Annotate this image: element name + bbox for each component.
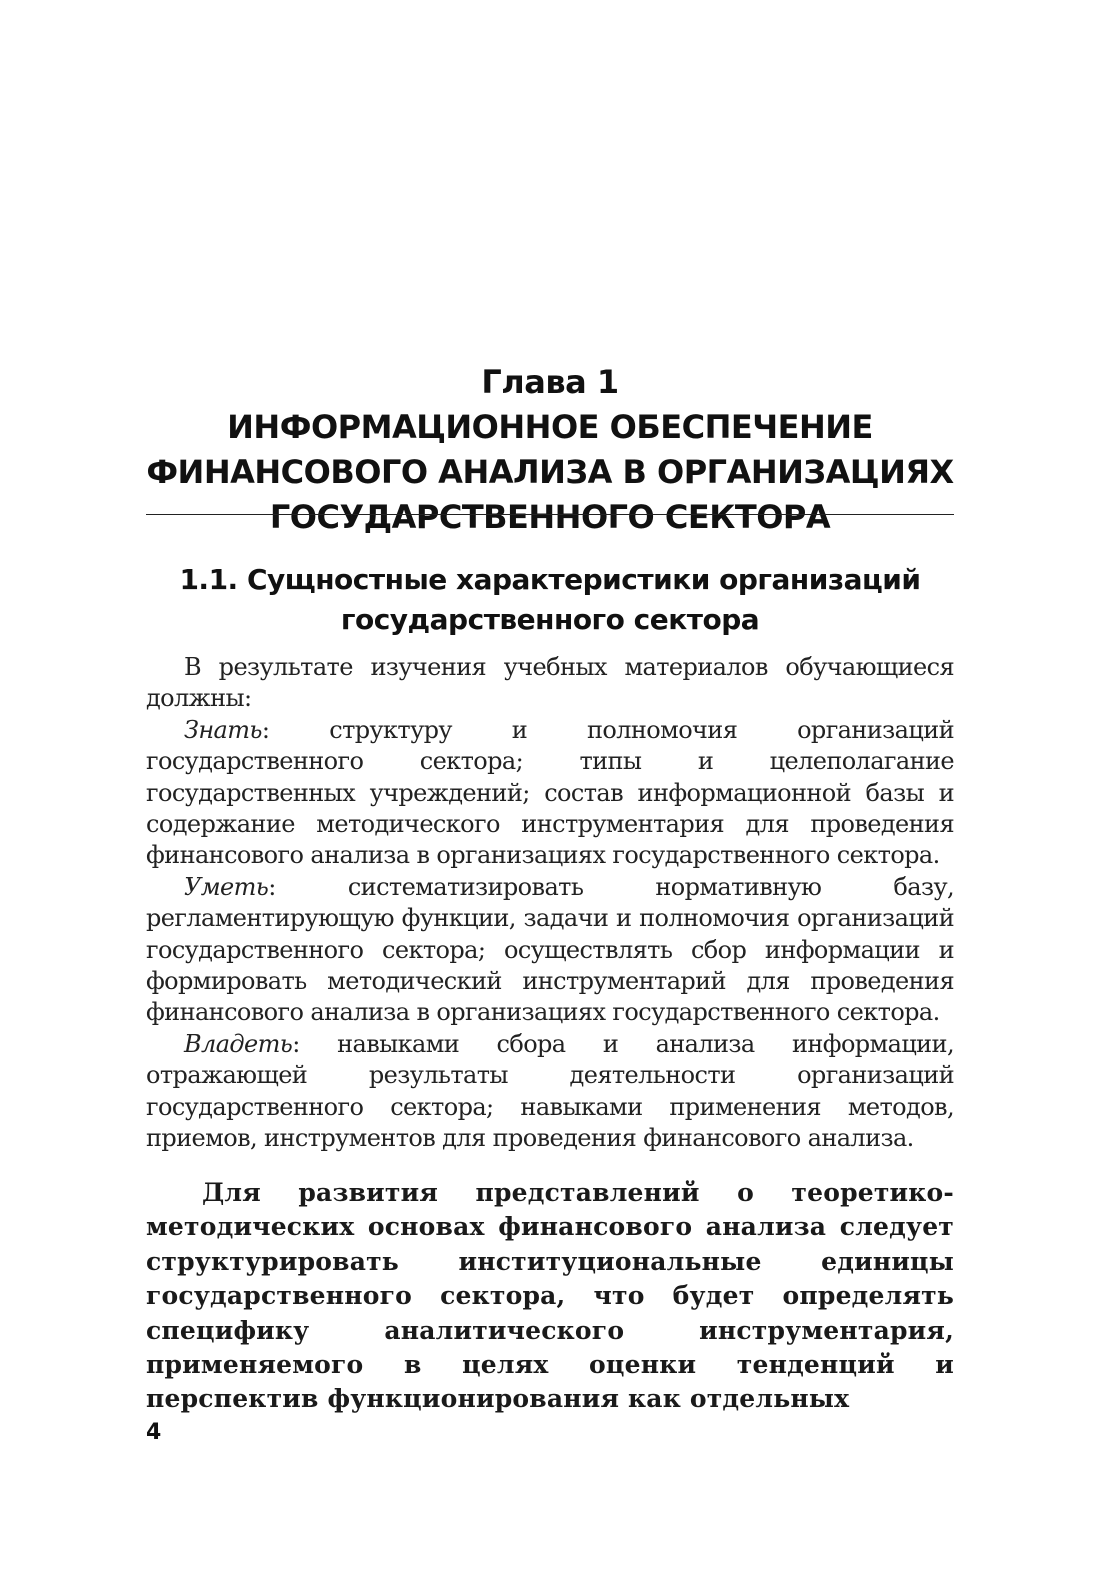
master-text: : навыками сбора и анализа информации, отражающей результаты деятельности организаций государственного сектора; навыками применения методов, приемов, инструментов для проведения финансового анализа. [146,1029,954,1153]
section-heading [146,560,954,640]
know-text: : структуру и полномочия организаций государственного сектора; типы и целеполагание государственных учреждений; состав информационной базы и содержание методического инструментария для проведения финансового анализа в организациях государственного сектора. [146,715,954,870]
body-paragraph: Для развития представлений о теоретико-методических основах финансового анализа следует структурировать институциональные единицы государственного сектора, что будет определять специфику аналитического инструментария, применяемого в целях оценки тенденций и перспектив функционирования как отдельных [146,1178,954,1414]
section-title-line-1: 1.1. Сущностные характеристики организаций [179,563,921,596]
learning-objectives [146,652,954,1155]
chapter-title-line-3: ГОСУДАРСТВЕННОГО СЕКТОРА [269,498,831,536]
objectives-intro: В результате изучения учебных материалов обучающиеся должны: [146,653,954,713]
master-label: Владеть [184,1029,293,1058]
horizontal-divider [146,514,954,515]
body-text [146,1176,954,1417]
chapter-label: Глава 1 [481,363,619,401]
chapter-title-line-1: ИНФОРМАЦИОННОЕ ОБЕСПЕЧЕНИЕ [227,408,873,446]
chapter-heading [146,360,954,540]
know-label: Знать [184,715,262,744]
able-text: : систематизировать нормативную базу, регламентирующую функции, задачи и полномочия организаций государственного сектора; осуществлять сбор информации и формировать методический инструментарий для проведения финансового анализа в организациях государственного сектора. [146,872,954,1027]
objective-master [146,1029,954,1155]
able-label: Уметь [184,872,269,901]
objective-able [146,872,954,1029]
chapter-title-line-2: ФИНАНСОВОГО АНАЛИЗА В ОРГАНИЗАЦИЯХ [146,453,954,491]
page-number: 4 [146,1420,162,1445]
section-title-line-2: государственного сектора [340,603,760,636]
objective-know [146,715,954,872]
